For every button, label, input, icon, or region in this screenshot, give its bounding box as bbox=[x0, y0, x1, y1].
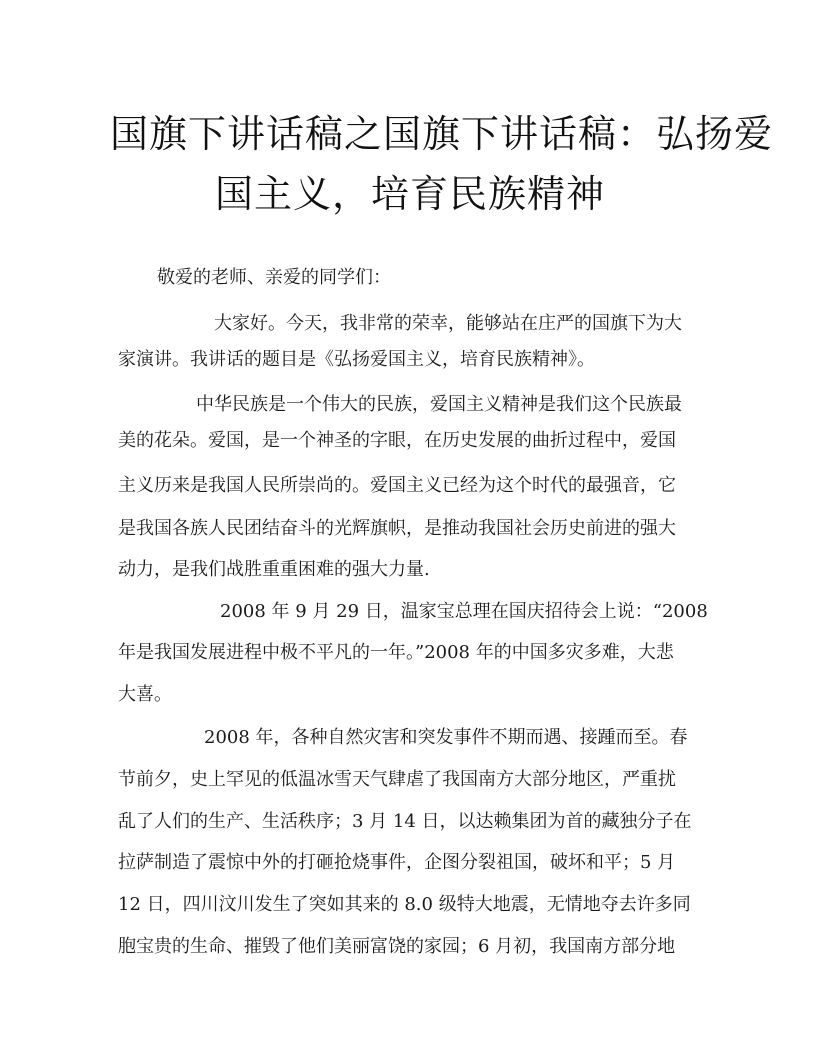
paragraph-4-line-1: 2008 年，各种自然灾害和突发事件不期而遇、接踵而至。春 bbox=[204, 727, 688, 748]
paragraph-2-line-4: 是我国各族人民团结奋斗的光辉旗帜，是推动我国社会历史前进的强大 bbox=[118, 518, 676, 539]
paragraph-4-line-6: 胞宝贵的生命、摧毁了他们美丽富饶的家园；6 月初，我国南方部分地 bbox=[118, 936, 676, 957]
paragraph-2-line-5: 动力，是我们战胜重重困难的强大力量. bbox=[118, 559, 430, 580]
paragraph-4-line-2: 节前夕，史上罕见的低温冰雪天气肆虐了我国南方大部分地区，严重扰 bbox=[118, 769, 676, 790]
paragraph-4-line-3: 乱了人们的生产、生活秩序；3 月 14 日，以达赖集团为首的藏独分子在 bbox=[118, 811, 692, 832]
greeting: 敬爱的老师、亲爱的同学们： bbox=[157, 267, 391, 288]
paragraph-3-line-3: 大喜。 bbox=[118, 684, 172, 705]
paragraph-2-line-2: 美的花朵。爱国，是一个神圣的字眼，在历史发展的曲折过程中，爱国 bbox=[118, 430, 676, 451]
paragraph-4-line-4: 拉萨制造了震惊中外的打砸抢烧事件，企图分裂祖国，破坏和平；5 月 bbox=[118, 852, 676, 873]
paragraph-2-line-1: 中华民族是一个伟大的民族，爱国主义精神是我们这个民族最 bbox=[196, 394, 682, 415]
paragraph-3-line-2: 年是我国发展进程中极不平凡的一年。”2008 年的中国多灾多难，大悲 bbox=[118, 642, 674, 663]
paragraph-1-line-1: 大家好。今天，我非常的荣幸，能够站在庄严的国旗下为大 bbox=[214, 313, 682, 334]
document-title-line-2: 国主义，培育民族精神 bbox=[214, 172, 605, 216]
paragraph-4-line-5: 12 日，四川汶川发生了突如其来的 8.0 级特大地震，无情地夺去许多同 bbox=[118, 894, 691, 915]
paragraph-2-line-3: 主义历来是我国人民所崇尚的。爱国主义已经为这个时代的最强音，它 bbox=[118, 475, 676, 496]
paragraph-1-line-2: 家演讲。我讲话的题目是《弘扬爱国主义，培育民族精神》。 bbox=[118, 349, 595, 370]
document-title-line-1: 国旗下讲话稿之国旗下讲话稿：弘扬爱 bbox=[110, 112, 774, 156]
paragraph-3-line-1: 2008 年 9 月 29 日，温家宝总理在国庆招待会上说：“2008 bbox=[220, 601, 708, 622]
